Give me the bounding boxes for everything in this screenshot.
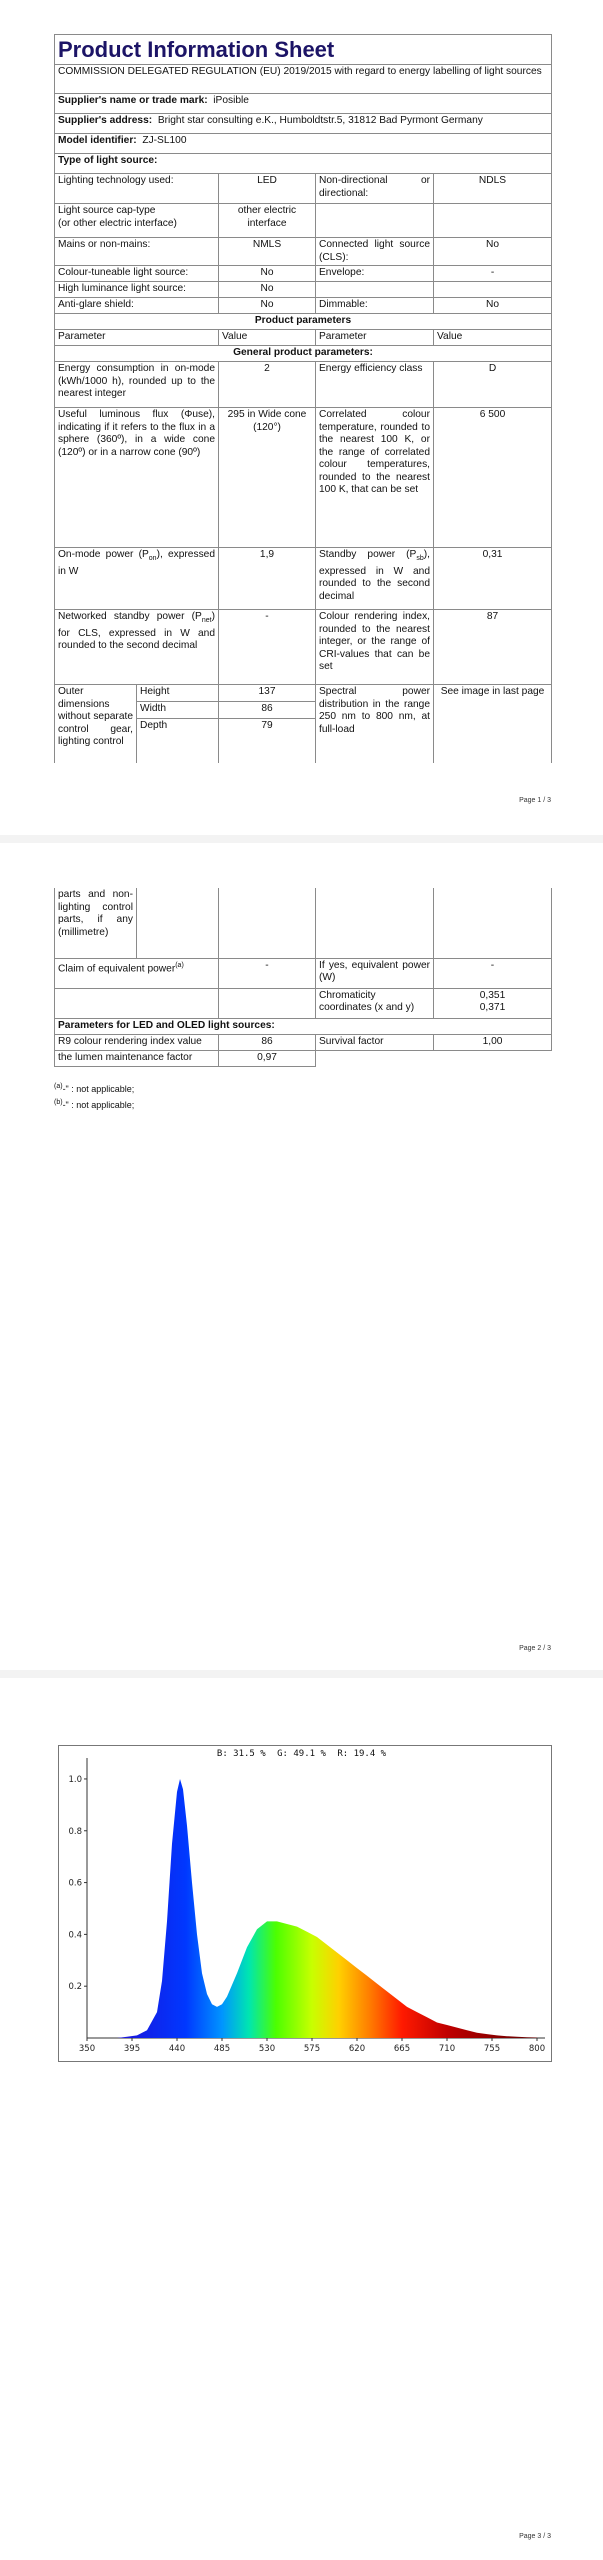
col-parameter-1: Parameter bbox=[55, 330, 219, 346]
model-row bbox=[55, 134, 552, 154]
lumen-maintenance-label: the lumen maintenance factor bbox=[55, 1050, 219, 1066]
x-tick-label: 800 bbox=[528, 2044, 546, 2054]
chromaticity-value bbox=[434, 988, 552, 1018]
x-tick-label: 575 bbox=[303, 2044, 321, 2054]
cap-label-line-1: Light source cap-type bbox=[58, 205, 156, 216]
energy-value: 2 bbox=[219, 362, 316, 408]
page-number-2: Page 2 / 3 bbox=[519, 1645, 551, 1652]
x-tick-label: 350 bbox=[78, 2044, 96, 2054]
spectrum-svg bbox=[59, 1746, 551, 2061]
on-mode-power-text-b: ), expressed in W bbox=[58, 549, 215, 577]
standby-power-text-b: ), expressed in W and rounded to the second decimal bbox=[319, 549, 430, 602]
on-mode-power-sub: on bbox=[148, 555, 157, 563]
supplier-name-value: iPosible bbox=[213, 95, 249, 106]
col-value-2: Value bbox=[434, 330, 552, 346]
supplier-address-row bbox=[55, 114, 552, 134]
y-tick-label: 0.4 bbox=[68, 1930, 82, 1941]
footnote-b bbox=[54, 1099, 134, 1110]
claim-footnote-mark: (a) bbox=[175, 961, 184, 969]
standby-power-text-a: Standby power (P bbox=[319, 549, 417, 560]
x-tick-label: 440 bbox=[168, 2044, 186, 2054]
rgb-red: R: 19.4 % bbox=[337, 1749, 387, 1759]
equiv-power-value: - bbox=[434, 958, 552, 988]
anti-glare-label: Anti-glare shield: bbox=[55, 298, 219, 314]
led-params-heading: Parameters for LED and OLED light sources: bbox=[55, 1018, 552, 1034]
spectrum-chart bbox=[58, 1745, 552, 2062]
cct-value: 6 500 bbox=[434, 408, 552, 548]
footnote-a-text: -" : not applicable; bbox=[62, 1084, 135, 1094]
high-luminance-value: No bbox=[219, 282, 316, 298]
class-label: Energy efficiency class bbox=[316, 362, 434, 408]
claim-label bbox=[55, 958, 219, 988]
x-tick-label: 530 bbox=[258, 2044, 276, 2054]
width-label: Width bbox=[137, 702, 219, 719]
type-heading: Type of light source: bbox=[55, 154, 552, 174]
net-standby-text-a: Networked standby power (P bbox=[58, 611, 202, 622]
col-value-1: Value bbox=[219, 330, 316, 346]
x-tick-label: 485 bbox=[213, 2044, 231, 2054]
footnote-b-mark: (b) bbox=[54, 1099, 63, 1106]
envelope-label: Envelope: bbox=[316, 266, 434, 282]
rgb-ratio bbox=[0, 1749, 603, 1759]
r9-label: R9 colour rendering index value bbox=[55, 1034, 219, 1050]
on-mode-power-label bbox=[55, 548, 219, 610]
y-tick-label: 1.0 bbox=[68, 1774, 82, 1785]
cct-label: Correlated colour temperature, rounded to the nearest 100 K, or the range of correlated colour temperatures, rounded to the nearest 100 K, that can be set bbox=[316, 408, 434, 548]
x-tick-label: 620 bbox=[348, 2044, 366, 2054]
supplier-name-row bbox=[55, 94, 552, 114]
depth-value: 79 bbox=[219, 719, 316, 763]
supplier-name-label: Supplier's name or trade mark: bbox=[58, 95, 208, 106]
col-parameter-2: Parameter bbox=[316, 330, 434, 346]
claim-value: - bbox=[219, 958, 316, 988]
chromaticity-x: 0,351 bbox=[479, 989, 506, 1001]
general-params-heading: General product parameters: bbox=[55, 346, 552, 362]
rgb-green: G: 49.1 % bbox=[277, 1749, 326, 1759]
lumen-maintenance-value: 0,97 bbox=[219, 1050, 316, 1066]
model-label: Model identifier: bbox=[58, 135, 137, 146]
dimmable-label: Dimmable: bbox=[316, 298, 434, 314]
info-table-page-1 bbox=[54, 34, 552, 763]
dir-value: NDLS bbox=[434, 174, 552, 204]
page-2 bbox=[0, 843, 603, 1670]
dir-label: Non-directional or directional: bbox=[316, 174, 434, 204]
survival-label: Survival factor bbox=[316, 1034, 434, 1050]
anti-glare-value: No bbox=[219, 298, 316, 314]
cap-label-line-2: (or other electric interface) bbox=[58, 217, 177, 229]
dimmable-value: No bbox=[434, 298, 552, 314]
standby-power-sub: sb bbox=[416, 555, 424, 563]
height-label: Height bbox=[137, 685, 219, 702]
rgb-blue: B: 31.5 % bbox=[216, 1749, 266, 1759]
on-mode-power-text-a: On-mode power (P bbox=[58, 549, 149, 560]
cls-label: Connected light source (CLS): bbox=[316, 238, 434, 266]
dimensions-label-continued: parts and non-lighting control parts, if any (millimetre) bbox=[55, 888, 137, 958]
spectrum-area bbox=[117, 1779, 537, 2038]
cri-value: 87 bbox=[434, 610, 552, 685]
net-standby-text-b: ) for CLS, expressed in W and rounded to the second decimal bbox=[58, 611, 215, 652]
page-number-3: Page 3 / 3 bbox=[519, 2533, 551, 2540]
on-mode-power-value: 1,9 bbox=[219, 548, 316, 610]
y-tick-label: 0.2 bbox=[68, 1982, 82, 1993]
standby-power-label bbox=[316, 548, 434, 610]
cap-label bbox=[55, 204, 219, 238]
dimensions-label: Outer dimensions without separate control gear, lighting control bbox=[55, 685, 137, 763]
tech-value: LED bbox=[219, 174, 316, 204]
net-standby-label bbox=[55, 610, 219, 685]
colour-tune-value: No bbox=[219, 266, 316, 282]
mains-label: Mains or non-mains: bbox=[55, 238, 219, 266]
x-tick-label: 395 bbox=[123, 2044, 141, 2054]
page-1 bbox=[0, 0, 603, 835]
envelope-value: - bbox=[434, 266, 552, 282]
cap-value: other electric interface bbox=[219, 204, 316, 238]
net-standby-sub: net bbox=[201, 617, 212, 625]
chromaticity-y: 0,371 bbox=[479, 1002, 506, 1013]
height-value: 137 bbox=[219, 685, 316, 702]
depth-label: Depth bbox=[137, 719, 219, 763]
supplier-address-label: Supplier's address: bbox=[58, 115, 153, 126]
mains-value: NMLS bbox=[219, 238, 316, 266]
cls-value: No bbox=[434, 238, 552, 266]
footnote-b-text: -" : not applicable; bbox=[62, 1100, 135, 1110]
equiv-power-label: If yes, equivalent power (W) bbox=[316, 958, 434, 988]
page-number-1: Page 1 / 3 bbox=[519, 797, 551, 804]
net-standby-value: - bbox=[219, 610, 316, 685]
y-tick-label: 0.6 bbox=[68, 1878, 82, 1889]
info-table-page-2 bbox=[54, 888, 552, 1067]
model-value: ZJ-SL100 bbox=[142, 135, 187, 146]
y-tick-label: 0.8 bbox=[68, 1826, 82, 1837]
supplier-address-value: Bright star consulting e.K., Humboldtstr.5, 31812 Bad Pyrmont Germany bbox=[157, 115, 483, 126]
regulation-text: COMMISSION DELEGATED REGULATION (EU) 2019/2015 with regard to energy labelling of light sources bbox=[55, 65, 552, 94]
cri-label: Colour rendering index, rounded to the nearest integer, or the range of CRI-values that can be set bbox=[316, 610, 434, 685]
x-tick-label: 755 bbox=[483, 2044, 501, 2054]
standby-power-value: 0,31 bbox=[434, 548, 552, 610]
footnote-a bbox=[54, 1083, 134, 1094]
width-value: 86 bbox=[219, 702, 316, 719]
spd-label: Spectral power distribution in the range 250 nm to 800 nm, at full-load bbox=[316, 685, 434, 763]
survival-value: 1,00 bbox=[434, 1034, 552, 1050]
claim-text: Claim of equivalent power bbox=[58, 962, 176, 974]
x-tick-label: 710 bbox=[438, 2044, 456, 2054]
flux-label: Useful luminous flux (Φuse), indicating if it refers to the flux in a sphere (360º), in a wide cone (120º) or in a narrow cone (90º) bbox=[55, 408, 219, 548]
energy-label: Energy consumption in on-mode (kWh/1000 h), rounded up to the nearest integer bbox=[55, 362, 219, 408]
tech-label: Lighting technology used: bbox=[55, 174, 219, 204]
flux-value: 295 in Wide cone (120°) bbox=[219, 408, 316, 548]
page-title: Product Information Sheet bbox=[55, 35, 552, 65]
class-value: D bbox=[434, 362, 552, 408]
colour-tune-label: Colour-tuneable light source: bbox=[55, 266, 219, 282]
footnote-a-mark: (a) bbox=[54, 1083, 63, 1090]
chromaticity-label: Chromaticity coordinates (x and y) bbox=[316, 988, 434, 1018]
x-tick-label: 665 bbox=[393, 2044, 411, 2054]
r9-value: 86 bbox=[219, 1034, 316, 1050]
product-params-heading: Product parameters bbox=[55, 314, 552, 330]
spd-value: See image in last page bbox=[434, 685, 552, 763]
high-luminance-label: High luminance light source: bbox=[55, 282, 219, 298]
